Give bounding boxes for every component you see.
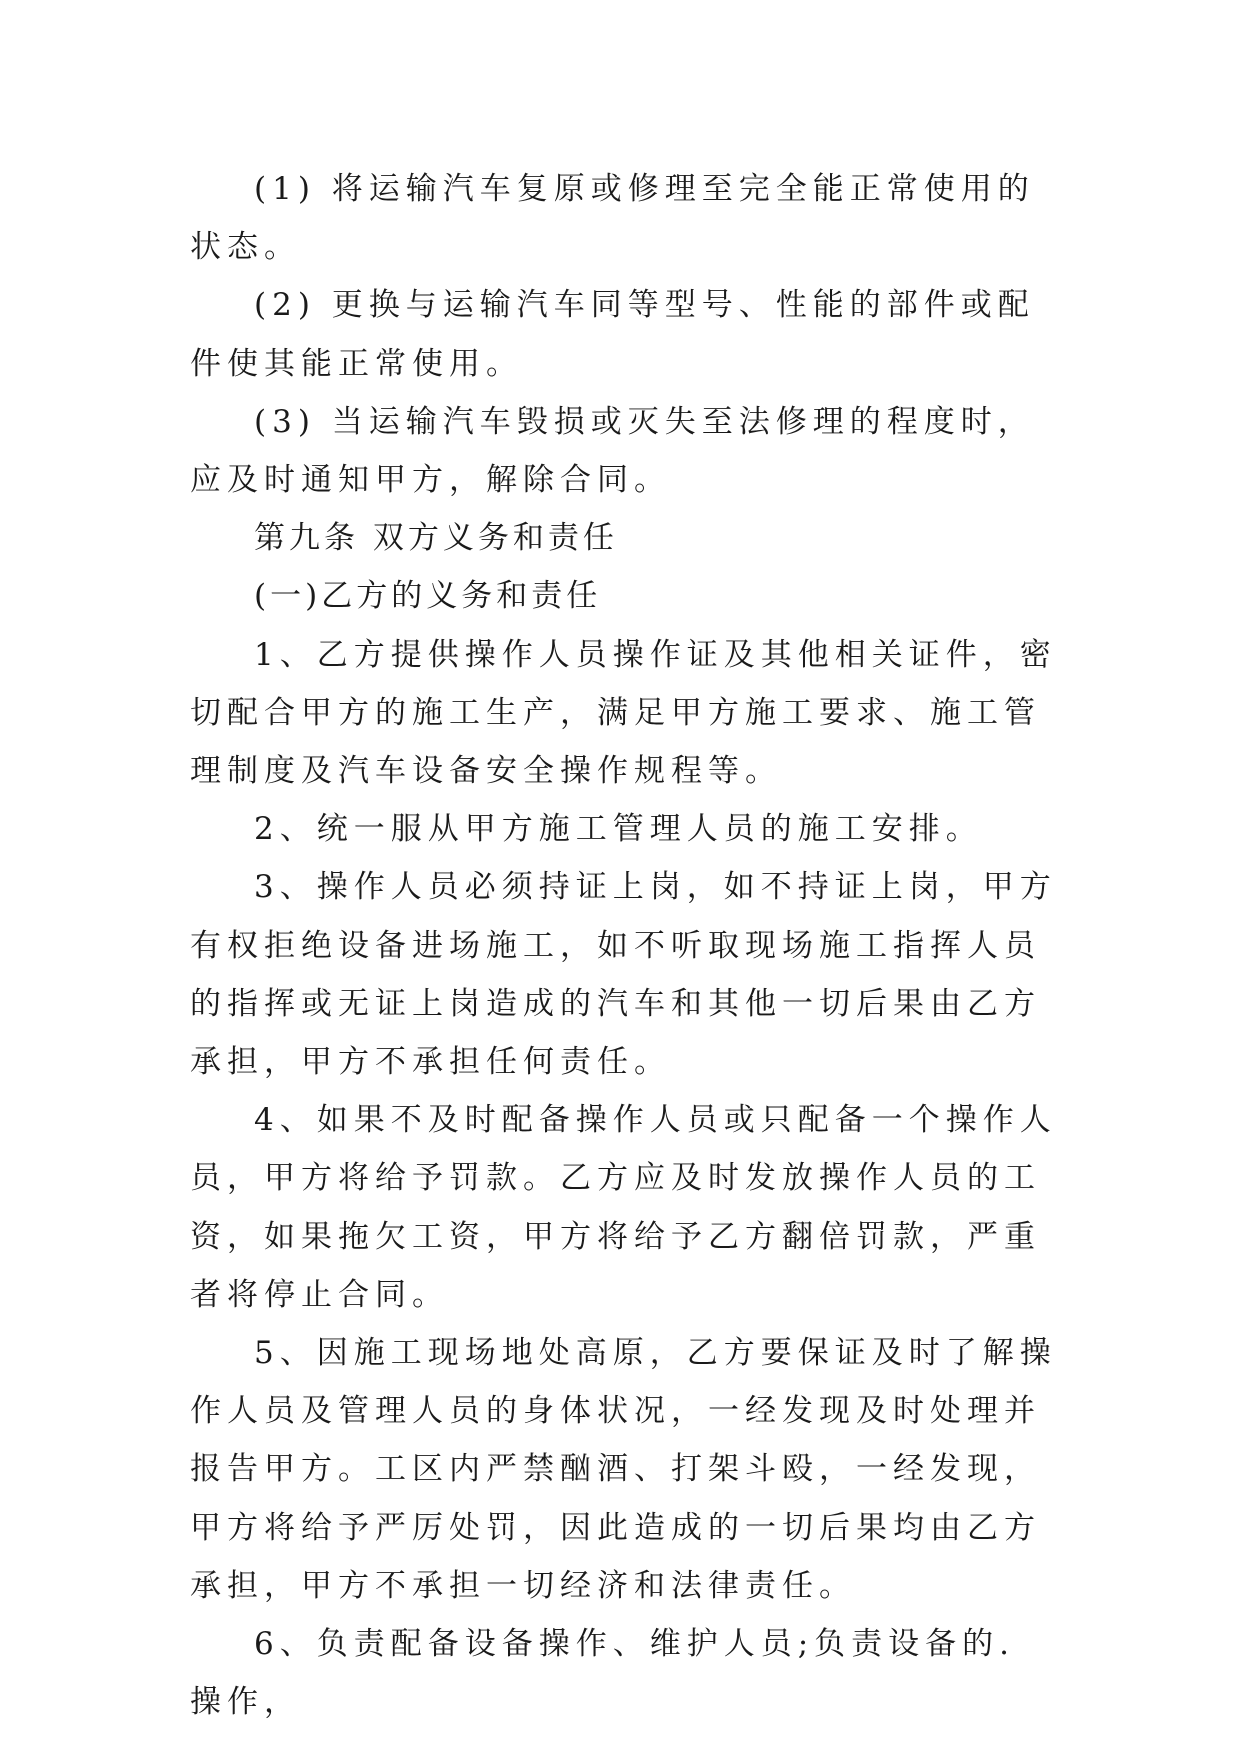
clause-4: 4、如果不及时配备操作人员或只配备一个操作人员，甲方将给予罚款。乙方应及时发放操作人员的工资，如果拖欠工资，甲方将给予乙方翻倍罚款，严重者将停止合同。 (190, 1102, 1057, 1313)
article-nine-heading: 第九条 双方义务和责任 (254, 520, 618, 557)
section-party-b-heading: (一)乙方的义务和责任 (254, 578, 602, 615)
clause-6: 6、负责配备设备操作、维护人员;负责设备的. 操作， (190, 1626, 1016, 1721)
document-body (190, 160, 1060, 1731)
paragraph-repair-option-1: (1) 将运输汽车复原或修理至完全能正常使用的状态。 (190, 171, 1035, 266)
paragraph-repair-option-3: (3) 当运输汽车毁损或灭失至法修理的程度时，应及时通知甲方，解除合同。 (190, 403, 1035, 499)
clause-2: 2、统一服从甲方施工管理人员的施工安排。 (254, 811, 983, 848)
paragraph-repair-option-2: (2) 更换与运输汽车同等型号、性能的部件或配件使其能正常使用。 (190, 287, 1035, 382)
clause-5: 5、因施工现场地处高原，乙方要保证及时了解操作人员及管理人员的身体状况，一经发现及时处理并报告甲方。工区内严禁酗酒、打架斗殴，一经发现，甲方将给予严厉处罚，因此造成的一切后果均由乙方承担，甲方不承担一切经济和法律责任。 (190, 1335, 1057, 1604)
clause-3: 3、操作人员必须持证上岗，如不持证上岗，甲方有权拒绝设备进场施工，如不听取现场施工指挥人员的指挥或无证上岗造成的汽车和其他一切后果由乙方承担，甲方不承担任何责任。 (190, 869, 1057, 1081)
clause-1: 1、乙方提供操作人员操作证及其他相关证件，密切配合甲方的施工生产，满足甲方施工要求、施工管理制度及汽车设备安全操作规程等。 (190, 636, 1057, 790)
